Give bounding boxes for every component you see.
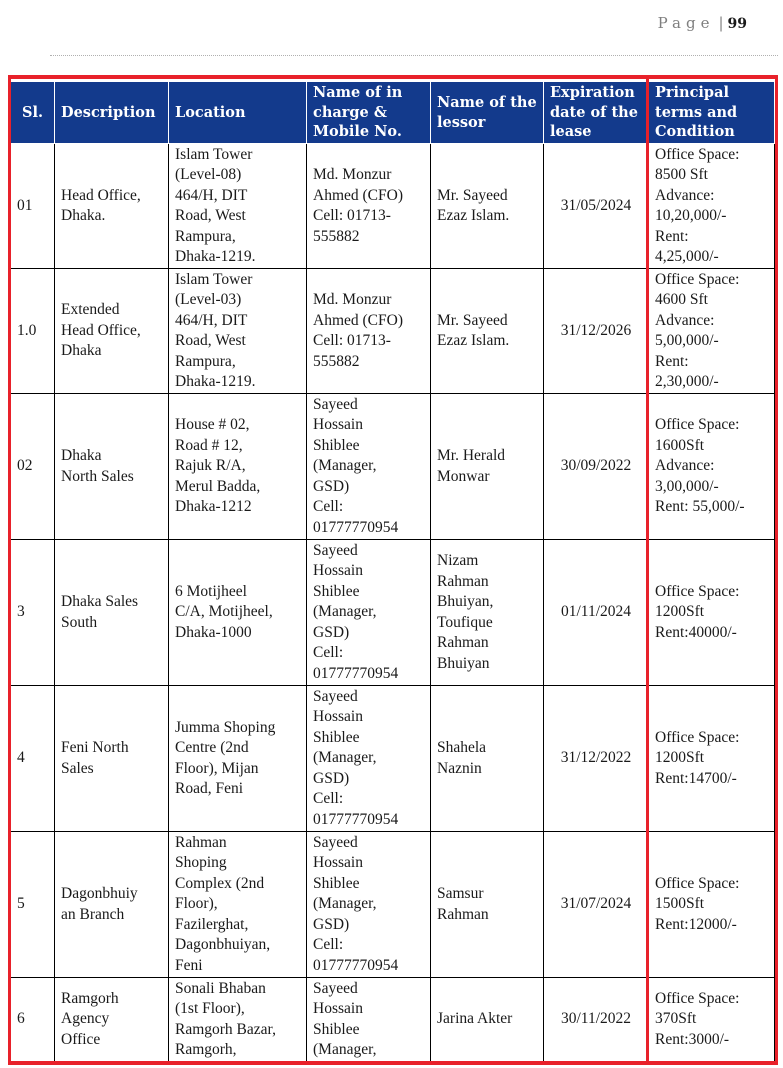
cell-description: Ramgorh Agency Office <box>55 978 169 1062</box>
cell-terms: Office Space: 370Sft Rent:3000/- <box>649 978 775 1062</box>
red-frame-left <box>8 75 11 1065</box>
cell-expiration: 30/11/2022 <box>544 978 649 1062</box>
cell-sl: 1.0 <box>11 269 55 394</box>
header-divider <box>50 55 778 56</box>
cell-location: 6 Motijheel C/A, Motijheel, Dhaka-1000 <box>169 540 307 686</box>
cell-sl: 4 <box>11 686 55 832</box>
cell-expiration: 31/12/2026 <box>544 269 649 394</box>
cell-lessor: Mr. Sayeed Ezaz Islam. <box>431 144 544 269</box>
page-number: 99 <box>727 16 747 32</box>
cell-description: Dhaka North Sales <box>55 394 169 540</box>
cell-expiration: 31/05/2024 <box>544 144 649 269</box>
cell-sl: 02 <box>11 394 55 540</box>
cell-description: Dhaka Sales South <box>55 540 169 686</box>
cell-lessor: Nizam Rahman Bhuiyan, Toufique Rahman Bhuiyan <box>431 540 544 686</box>
cell-sl: 5 <box>11 832 55 978</box>
cell-terms: Office Space: 8500 Sft Advance: 10,20,000/- Rent: 4,25,000/- <box>649 144 775 269</box>
cell-sl: 01 <box>11 144 55 269</box>
cell-incharge: Sayeed Hossain Shiblee (Manager, GSD) Cell: 01777770954 <box>307 394 431 540</box>
cell-sl: 3 <box>11 540 55 686</box>
cell-incharge: Md. Monzur Ahmed (CFO) Cell: 01713- 555882 <box>307 269 431 394</box>
cell-location: Islam Tower (Level-08) 464/H, DIT Road, West Rampura, Dhaka-1219. <box>169 144 307 269</box>
cell-incharge: Sayeed Hossain Shiblee (Manager, GSD) Cell: 01777770954 <box>307 686 431 832</box>
cell-expiration: 30/09/2022 <box>544 394 649 540</box>
page-separator: | <box>718 14 724 32</box>
col-header-incharge: Name of in charge & Mobile No. <box>307 82 431 144</box>
cell-incharge: Sayeed Hossain Shiblee (Manager, GSD) Cell: 01777770954 <box>307 832 431 978</box>
cell-description: Extended Head Office, Dhaka <box>55 269 169 394</box>
col-header-terms: Principal terms and Condition <box>649 82 775 144</box>
cell-expiration: 01/11/2024 <box>544 540 649 686</box>
cell-location: Sonali Bhaban (1st Floor), Ramgorh Bazar, Ramgorh, <box>169 978 307 1062</box>
cell-description: Dagonbhuiy an Branch <box>55 832 169 978</box>
col-header-location: Location <box>169 82 307 144</box>
page-label: Page <box>657 14 715 32</box>
cell-expiration: 31/07/2024 <box>544 832 649 978</box>
cell-lessor: Shahela Naznin <box>431 686 544 832</box>
cell-sl: 6 <box>11 978 55 1062</box>
cell-incharge: Md. Monzur Ahmed (CFO) Cell: 01713- 555882 <box>307 144 431 269</box>
page-header <box>658 14 747 32</box>
cell-lessor: Samsur Rahman <box>431 832 544 978</box>
cell-location: Islam Tower (Level-03) 464/H, DIT Road, West Rampura, Dhaka-1219. <box>169 269 307 394</box>
cell-description: Feni North Sales <box>55 686 169 832</box>
col-header-sl: Sl. <box>11 82 55 144</box>
cell-terms: Office Space: 1200Sft Rent:40000/- <box>649 540 775 686</box>
cell-lessor: Mr. Sayeed Ezaz Islam. <box>431 269 544 394</box>
cell-terms: Office Space: 4600 Sft Advance: 5,00,000/- Rent: 2,30,000/- <box>649 269 775 394</box>
cell-incharge: Sayeed Hossain Shiblee (Manager, GSD) Cell: 01777770954 <box>307 540 431 686</box>
col-header-expiration: Expiration date of the lease <box>544 82 649 144</box>
cell-description: Head Office, Dhaka. <box>55 144 169 269</box>
cell-incharge: Sayeed Hossain Shiblee (Manager, <box>307 978 431 1062</box>
cell-lessor: Jarina Akter <box>431 978 544 1062</box>
cell-expiration: 31/12/2022 <box>544 686 649 832</box>
cell-terms: Office Space: 1600Sft Advance: 3,00,000/- Rent: 55,000/- <box>649 394 775 540</box>
terms-column-highlight <box>646 75 778 1065</box>
cell-lessor: Mr. Herald Monwar <box>431 394 544 540</box>
cell-terms: Office Space: 1200Sft Rent:14700/- <box>649 686 775 832</box>
cell-terms: Office Space: 1500Sft Rent:12000/- <box>649 832 775 978</box>
col-header-lessor: Name of the lessor <box>431 82 544 144</box>
col-header-description: Description <box>55 82 169 144</box>
cell-location: Rahman Shoping Complex (2nd Floor), Fazilerghat, Dagonbhuiyan, Feni <box>169 832 307 978</box>
cell-location: Jumma Shoping Centre (2nd Floor), Mijan Road, Feni <box>169 686 307 832</box>
cell-location: House # 02, Road # 12, Rajuk R/A, Merul Badda, Dhaka-1212 <box>169 394 307 540</box>
